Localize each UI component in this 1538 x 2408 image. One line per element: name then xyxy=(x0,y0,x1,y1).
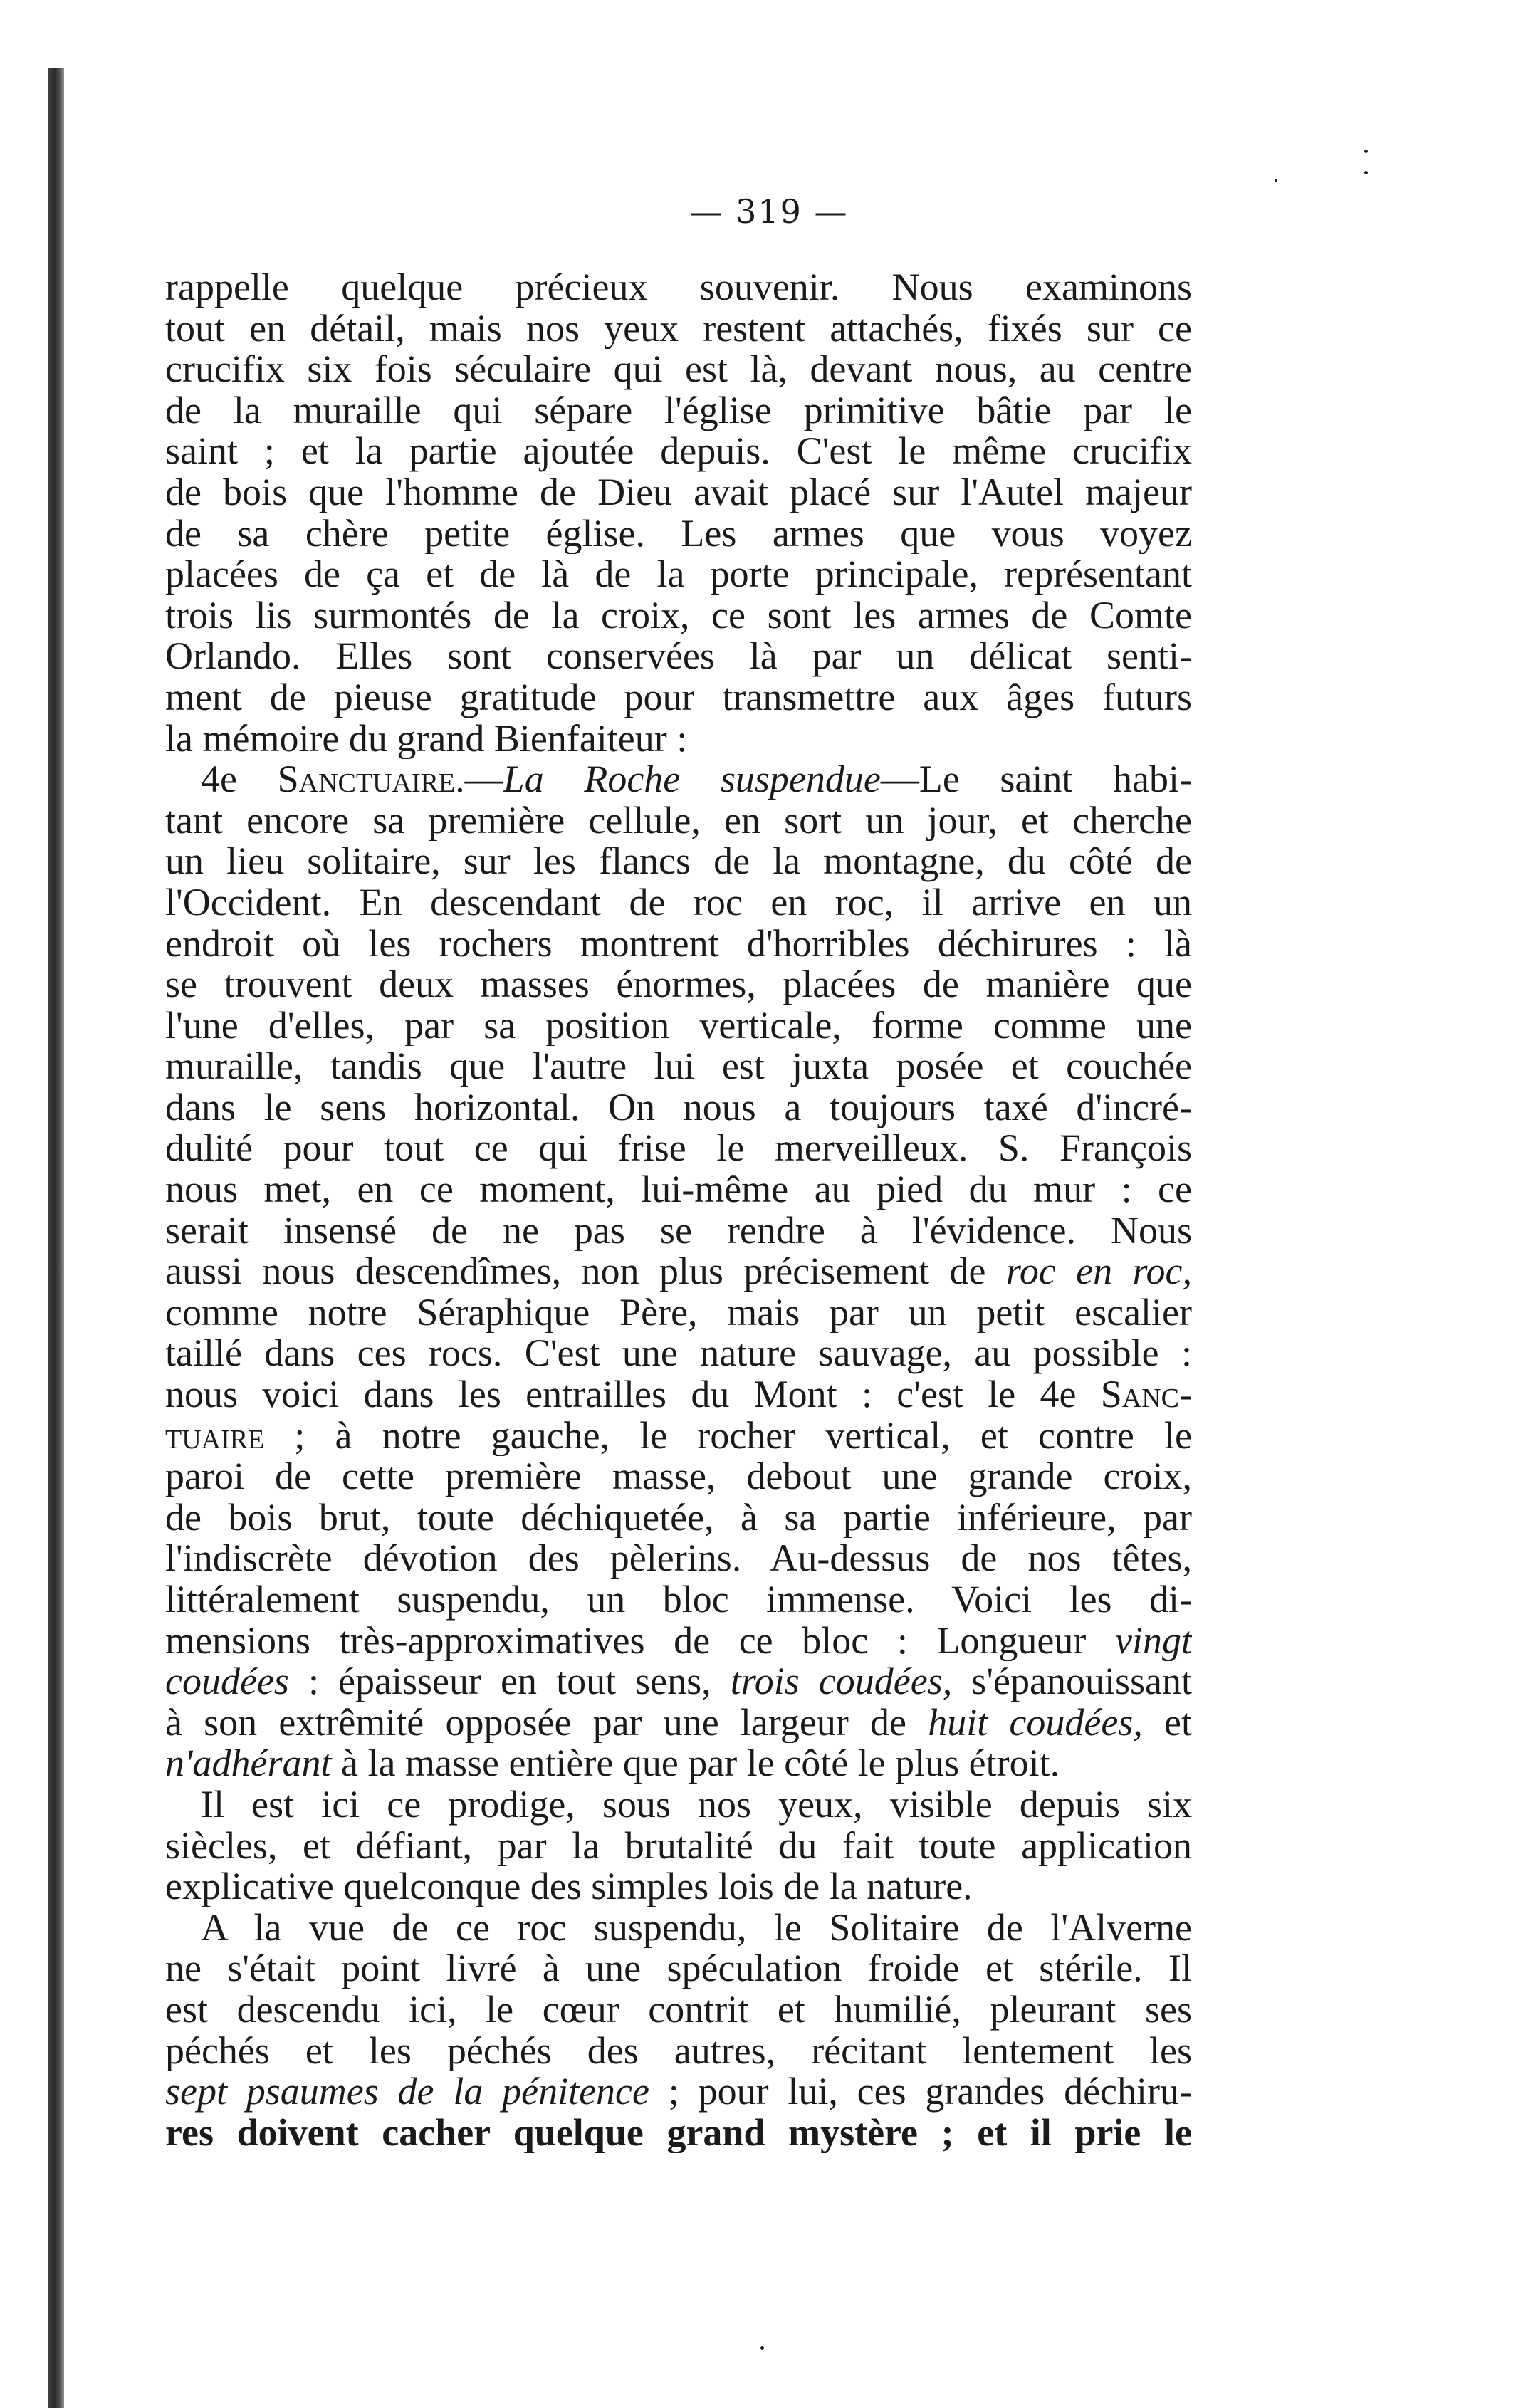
text-line: endroit où les rochers montrent d'horribles déchirures : là xyxy=(165,923,1192,965)
italic-run: coudées xyxy=(165,1661,289,1702)
text-line: nous met, en ce moment, lui-même au pied du mur : ce xyxy=(165,1169,1192,1210)
text-line: tout en détail, mais nos yeux restent attachés, fixés sur ce xyxy=(165,308,1192,350)
text-line: siècles, et défiant, par la brutalité du fait toute application xyxy=(165,1825,1192,1867)
text-line: l'Occident. En descendant de roc en roc, il arrive en un xyxy=(165,881,1192,923)
text-line: rappelle quelque précieux souvenir. Nous examinons xyxy=(165,267,1192,308)
text-line: crucifix six fois séculaire qui est là, devant nous, au centre xyxy=(165,349,1192,390)
margin-speck xyxy=(760,2346,764,2350)
text-run: ; pour lui, ces grandes déchiru- xyxy=(649,2071,1192,2113)
text-line: de bois brut, toute déchiquetée, à sa partie inférieure, par xyxy=(165,1497,1192,1539)
text-line: ne s'était point livré à une spéculation froide et stérile. Il xyxy=(165,1948,1192,1989)
page-number: — 319 — xyxy=(689,192,849,231)
text-line: de bois que l'homme de Dieu avait placé sur l'Autel majeur xyxy=(165,471,1192,513)
text-line: comme notre Séraphique Père, mais par un petit escalier xyxy=(165,1292,1192,1334)
text-run: à la masse entière que par le côté le plus étroit. xyxy=(331,1743,1060,1784)
text-line: littéralement suspendu, un bloc immense. Voici les di- xyxy=(165,1579,1192,1621)
text-line: placées de ça et de là de la porte principale, représentant xyxy=(165,554,1192,595)
text-line: péchés et les péchés des autres, récitant lentement les xyxy=(165,2030,1192,2072)
section-heading-line xyxy=(165,759,1192,800)
text-line: l'une d'elles, par sa position verticale, forme comme une xyxy=(165,1005,1192,1047)
text-line: saint ; et la partie ajoutée depuis. C'est le même crucifix xyxy=(165,431,1192,472)
text-line: est descendu ici, le cœur contrit et humilié, pleurant ses xyxy=(165,1989,1192,2031)
section-title: La Roche suspendue xyxy=(503,759,881,800)
text-run: à son extrêmité opposée par une largeur de xyxy=(165,1702,928,1744)
italic-run: vingt xyxy=(1115,1620,1192,1662)
text-line: taillé dans ces rocs. C'est une nature sauvage, au possible : xyxy=(165,1333,1192,1375)
italic-run: n'adhérant xyxy=(165,1743,332,1784)
margin-speck xyxy=(1275,179,1277,182)
text-line: l'indiscrète dévotion des pèlerins. Au-dessus de nos têtes, xyxy=(165,1538,1192,1579)
text-line: explicative quelconque des simples lois de la nature. xyxy=(165,1866,973,1907)
text-line: muraille, tandis que l'autre lui est juxta posée et couchée xyxy=(165,1046,1192,1087)
small-caps-run: tuaire xyxy=(165,1415,265,1457)
text-run: aussi nous descendîmes, non plus précisement de xyxy=(165,1251,1006,1292)
text-line: paroi de cette première masse, debout une grande croix, xyxy=(165,1456,1192,1497)
small-caps-run: Sanc- xyxy=(1100,1374,1192,1415)
text-line: tant encore sa première cellule, en sort un jour, et cherche xyxy=(165,800,1192,842)
text-run: Le saint habi- xyxy=(919,759,1192,800)
page-body xyxy=(165,267,1192,2153)
binding-edge xyxy=(48,68,64,2408)
text-run: mensions très-approximatives de ce bloc : Longueur xyxy=(165,1620,1116,1662)
italic-run: roc en roc, xyxy=(1005,1251,1192,1292)
text-line xyxy=(165,1621,1192,1662)
margin-speck xyxy=(1364,171,1368,174)
text-run: s'épanouissant xyxy=(952,1661,1192,1702)
text-line: trois lis surmontés de la croix, ce sont les armes de Comte xyxy=(165,595,1192,637)
section-number: 4e xyxy=(201,759,237,800)
text-run: : épaisseur en tout sens, xyxy=(288,1661,731,1702)
text-line: dans le sens horizontal. On nous a toujours taxé d'incré- xyxy=(165,1087,1192,1129)
dash: — xyxy=(880,759,919,800)
text-line: serait insensé de ne pas se rendre à l'évidence. Nous xyxy=(165,1210,1192,1252)
text-line xyxy=(165,1251,1192,1292)
text-run: ; à notre gauche, le rocher vertical, et contre le xyxy=(264,1415,1192,1457)
text-line xyxy=(165,2071,1192,2113)
text-line: Il est ici ce prodige, sous nos yeux, visible depuis six xyxy=(201,1784,1192,1826)
italic-run: huit coudées, xyxy=(928,1702,1143,1744)
text-run: nous voici dans les entrailles du Mont : c'est le 4e xyxy=(165,1374,1101,1415)
text-run: et xyxy=(1142,1702,1192,1744)
text-line xyxy=(165,1415,1192,1457)
text-line: se trouvent deux masses énormes, placées de manière que xyxy=(165,964,1192,1005)
text-line: un lieu solitaire, sur les flancs de la montagne, du côté de xyxy=(165,841,1192,882)
text-line xyxy=(165,1702,1192,1744)
text-line: res doivent cacher quelque grand mystère ; et il prie le xyxy=(165,2112,1192,2154)
text-line xyxy=(165,1661,1192,1702)
text-line: dulité pour tout ce qui frise le merveilleux. S. François xyxy=(165,1128,1192,1170)
section-heading: Sanctuaire. xyxy=(277,759,465,800)
italic-run: trois coudées, xyxy=(730,1661,953,1702)
text-line: de la muraille qui sépare l'église primitive bâtie par le xyxy=(165,389,1192,431)
text-line xyxy=(165,1374,1192,1415)
dash: — xyxy=(464,759,503,800)
text-line: de sa chère petite église. Les armes que vous voyez xyxy=(165,513,1192,555)
text-line: Orlando. Elles sont conservées là par un délicat senti- xyxy=(165,636,1192,677)
text-line: ment de pieuse gratitude pour transmettre aux âges futurs xyxy=(165,676,1192,718)
text-line: A la vue de ce roc suspendu, le Solitaire de l'Alverne xyxy=(201,1907,1192,1949)
text-line: la mémoire du grand Bienfaiteur : xyxy=(165,718,688,760)
text-line xyxy=(165,1743,1192,1784)
margin-speck xyxy=(1364,150,1368,153)
italic-run: sept psaumes de la pénitence xyxy=(165,2071,649,2113)
